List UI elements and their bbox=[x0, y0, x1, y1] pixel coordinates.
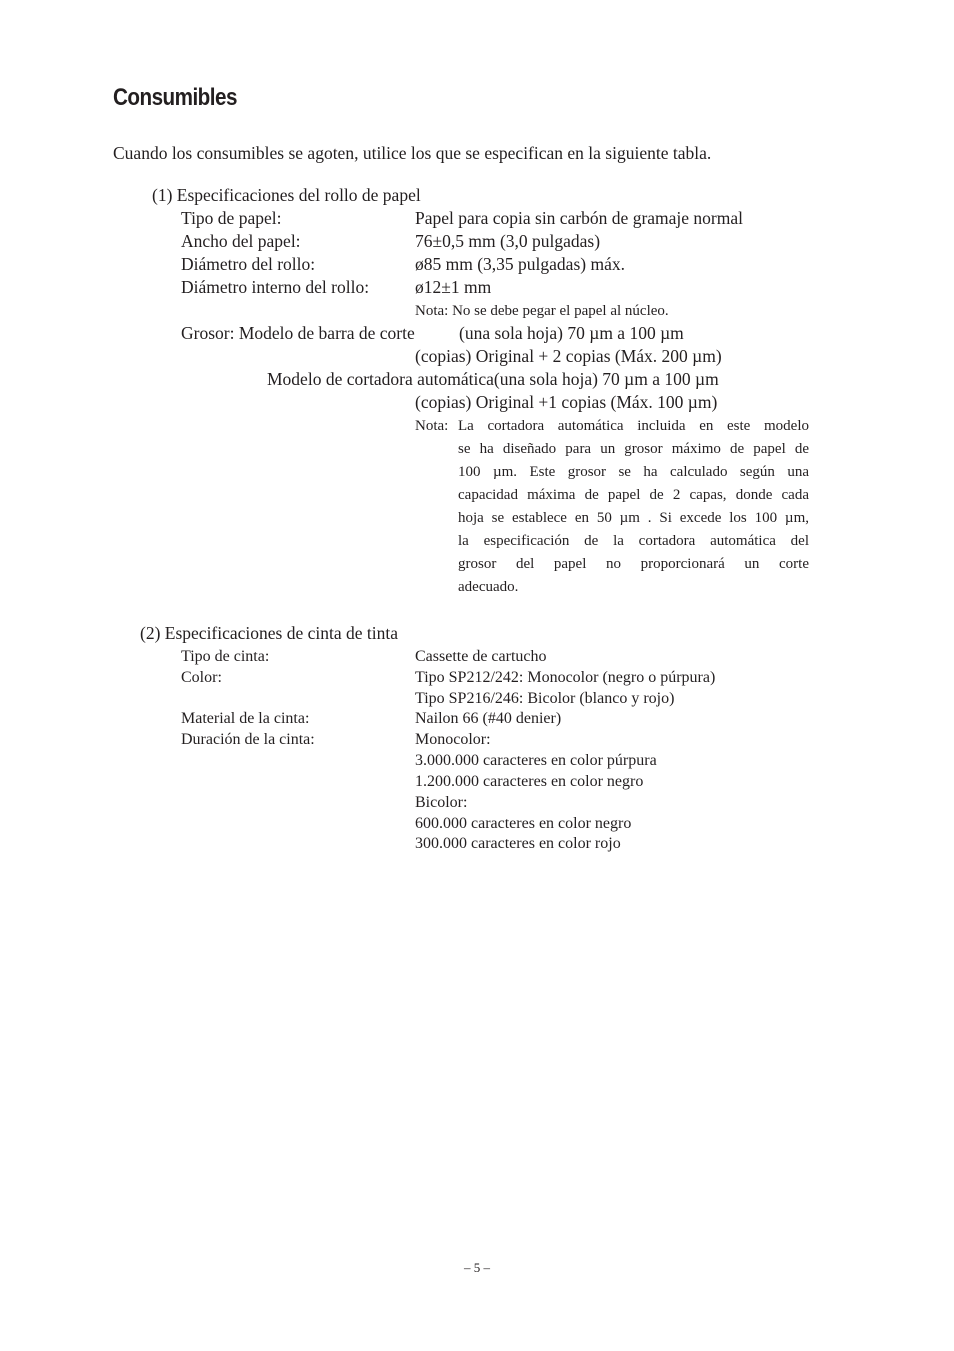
ribbon-color-value: Tipo SP212/242: Monocolor (negro o púrpura) bbox=[415, 669, 716, 686]
paper-type-label: Tipo de papel: bbox=[181, 208, 282, 228]
page-title: Consumibles bbox=[113, 84, 237, 111]
paper-type-value: Papel para copia sin carbón de gramaje normal bbox=[415, 208, 743, 228]
ribbon-life-value: 600.000 caracteres en color negro bbox=[415, 815, 632, 832]
ribbon-life-label: Duración de la cinta: bbox=[181, 731, 315, 748]
thickness-autocutter-copies: (copias) Original +1 copias (Máx. 100 µm) bbox=[415, 392, 718, 412]
cutter-note-line: se ha diseñado para un grosor máximo de papel de bbox=[458, 441, 809, 457]
ribbon-life-value: 3.000.000 caracteres en color púrpura bbox=[415, 752, 657, 769]
ribbon-type-value: Cassette de cartucho bbox=[415, 648, 547, 665]
inner-diameter-label: Diámetro interno del rollo: bbox=[181, 277, 370, 297]
thickness-cutter-bar-single: (una sola hoja) 70 µm a 100 µm bbox=[459, 323, 684, 343]
thickness-autocutter-single: Modelo de cortadora automática(una sola hoja) 70 µm a 100 µm bbox=[267, 369, 719, 389]
page-number: – 5 – bbox=[464, 1260, 490, 1275]
roll-diameter-value: ø85 mm (3,35 pulgadas) máx. bbox=[415, 254, 625, 274]
ribbon-type-label: Tipo de cinta: bbox=[181, 648, 270, 665]
ribbon-life-value: Bicolor: bbox=[415, 794, 468, 811]
thickness-cutter-bar-copies: (copias) Original + 2 copias (Máx. 200 µm) bbox=[415, 346, 722, 366]
cutter-note-line: La cortadora automática incluida en este modelo bbox=[458, 418, 809, 434]
cutter-note-prefix: Nota: bbox=[415, 418, 449, 434]
ribbon-life-value: 300.000 caracteres en color rojo bbox=[415, 835, 621, 852]
thickness-cutter-bar-label: Grosor: Modelo de barra de corte bbox=[181, 323, 415, 343]
paper-section-heading: (1) Especificaciones del rollo de papel bbox=[152, 185, 421, 205]
cutter-note-line: grosor del papel no proporcionará un corte bbox=[458, 556, 809, 572]
ribbon-color-label: Color: bbox=[181, 669, 222, 686]
ribbon-life-value: 1.200.000 caracteres en color negro bbox=[415, 773, 644, 790]
core-note: Nota: No se debe pegar el papel al núcleo. bbox=[415, 303, 669, 319]
ribbon-material-value: Nailon 66 (#40 denier) bbox=[415, 710, 562, 727]
intro-paragraph: Cuando los consumibles se agoten, utilice los que se especifican en la siguiente tabla. bbox=[113, 143, 712, 163]
paper-width-value: 76±0,5 mm (3,0 pulgadas) bbox=[415, 231, 601, 251]
roll-diameter-label: Diámetro del rollo: bbox=[181, 254, 316, 274]
ribbon-life-value: Monocolor: bbox=[415, 731, 491, 748]
cutter-note-line: la especificación de la cortadora automática del bbox=[458, 533, 809, 549]
paper-width-label: Ancho del papel: bbox=[181, 231, 301, 251]
cutter-note-line: adecuado. bbox=[458, 579, 519, 595]
cutter-note-line: hoja se establece en 50 µm . Si excede los 100 µm, bbox=[458, 510, 809, 526]
ribbon-material-label: Material de la cinta: bbox=[181, 710, 310, 727]
ribbon-color-value: Tipo SP216/246: Bicolor (blanco y rojo) bbox=[415, 690, 675, 707]
cutter-note-line: 100 µm. Este grosor se ha calculado según una bbox=[458, 464, 809, 480]
cutter-note-line: capacidad máxima de papel de 2 capas, donde cada bbox=[458, 487, 809, 503]
cutter-note-body bbox=[458, 415, 809, 599]
inner-diameter-value: ø12±1 mm bbox=[415, 277, 492, 297]
ribbon-section-heading: (2) Especificaciones de cinta de tinta bbox=[140, 623, 399, 643]
